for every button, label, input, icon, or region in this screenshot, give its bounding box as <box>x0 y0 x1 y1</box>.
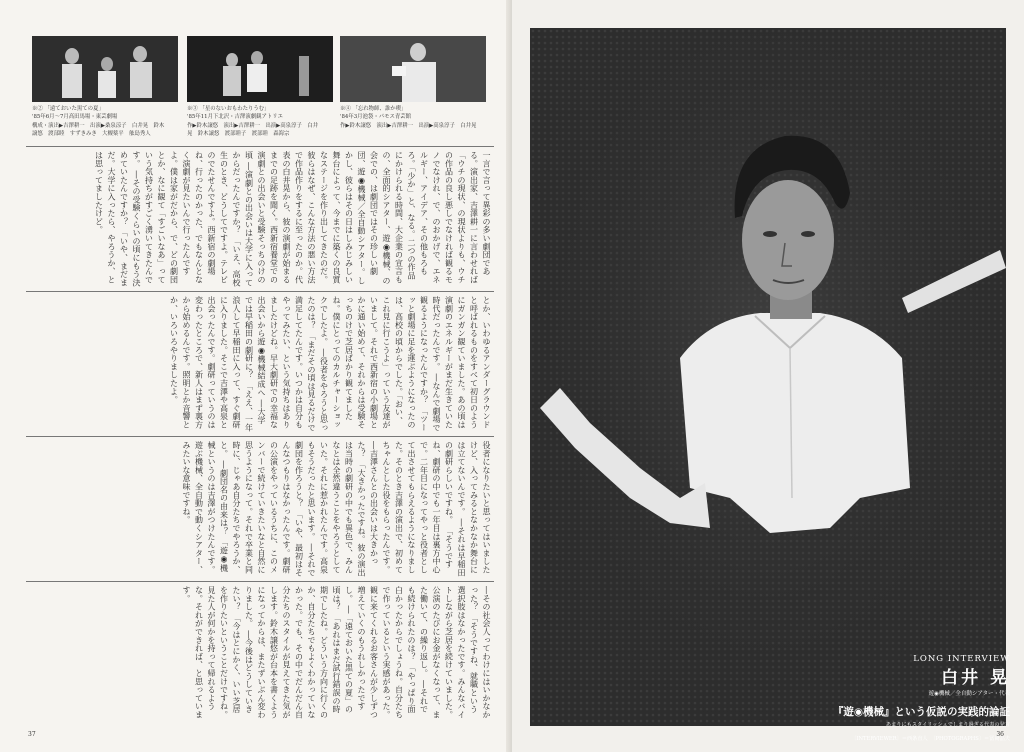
photo-caption-3: ※④ 「忘れ物師、誰か喫」 '84年3月池袋・パモス青芸館 作▶鈴木譲悠 演出▶吉澤耕一 出演▶高泉淳子 白井晃 <box>340 106 477 129</box>
interview-text-row-4: ―その社会人ってわけにはいかなかった？ 「そうですね、就職という選択肢はなかったです。みんなバイトしながら芝居を続けていました。公演のたびにお金がなくなって、また働いて、の繰り返し。 ―それでも続けられたのは？ 「やっぱり面白かったからでしょうね。自分たちで作っているという実感があった。観に来てくれるお客さんが少しずつ増えていくのもうれしかったですし。 ―「遠ておいた黒ての夏」の頃は？ 「あれはまだ試行錯誤の時期でしたね。どういう方向に行くのか、自分たちでもよくわかっていなかった。でも、その中でだんだん自分たちのスタイルが見えてきた気がします。鈴木譲悠が台本を書くようになってからは、またずいぶん変わりました。 ―今後はどうしていきたい？ 「今はとにかく、いい芝居を作りたいということだけですね。見た人が何かを持って帰れるような。それができれば、と思っています。 <box>182 586 491 719</box>
article-title: 『遊◉機械』という仮説の実践的論証 <box>832 706 1010 718</box>
column-rule <box>26 581 494 582</box>
interviewee-affiliation: 遊◉機械／全自動シアター・代表 <box>928 691 1010 697</box>
production-photos <box>26 36 494 144</box>
portrait-photo <box>530 28 1006 726</box>
column-rule <box>26 436 494 437</box>
page-number-right: 36 <box>996 731 1004 738</box>
column-rule <box>26 291 494 292</box>
stage-photo-1 <box>32 36 178 102</box>
interview-text-row-1: 一言で言って異彩の多い劇団である。演出家、吉澤耕一に言わせれば「ウチの現状、の現状よりも、ウチの作品の良し悪しでなければ観るモノでなけれ、で、のおかげで、エネルギー、アイデア、その他もろもろ。「少か」と、なる。二つの作品にかけられる時間、大企業の宣言もの、全面的シアター、遊◉機械、の会での、は劇団ではその珍しい劇団、遊◉機械／全自動シアター。しかし、彼らはその日はしみじみしい舞台によって、今までに築くの良質なステージを作り出してきたのだ。彼らはなぜ、こんな方法の悪い方法で作品作りをするに至ったのか。代表の白井晃から、彼の演劇が始まるまでの足跡を聞く。西新宿養堂での演劇との出会いと受験そっちのけの頃 ―演劇との出会いは大学に入ってからだったんですか？ 「いえ、高校生のとき、どうしてですよ。テレビのでたせんですよ。西新宿の劇場ね、行ったのかった、でもなんとなく演劇が見たいんで行ったんですよ。僕は家がだから、で、どの劇団とか、なに観て「すごいなあ」っていう気持ちがすごく湧いてきたんです。 ―その受験くらいの頃にもう決めていたんですか？ 「いや、まだまだ。大学に入ったら、やろうか、とは思ってましたけど。 <box>94 151 491 287</box>
stage-photo-2 <box>187 36 333 102</box>
right-page <box>512 0 1024 752</box>
interview-text-row-3: 役者になりたいと思ってはいましたけど、入ってみるとなかなか舞台には立てないんです。 ―それは早稲田の劇研らしいですね。 「そうですね、劇研の中でも一年目は裏方中心で。二年目になってやっと役者として出させてもらえるようになりました。そのとき吉澤の演出で、初めてちゃんとした役をもらったんです。 ―吉澤さんとの出会いは大きかった？ 「大きかったですね。彼の演出は当時の劇研の中でも異色で、みんなとは全然違うことをやろうとしていた。それに惹かれたんです。高泉もそうだったと思います。 ―それで劇団を作ろうと？ 「いや、最初はそんなつもりはなかったんです。劇研の公演をやっているうちに、このメンバーで続けていきたいなと自然に思うようになって。それで卒業と同時に、じゃあ自分たちでやろうか、と。 ―劇団名の由来は？ 「遊◉機械というのは吉澤がつけたんです。遊ぶ機械、全自動で動くシアター、みたいな意味ですね。 <box>182 441 491 577</box>
article-subtitle: あまりにもスタイリッシュでしまり過ぎる代表の発言 <box>885 722 1010 728</box>
stage-photo-3 <box>340 36 486 102</box>
interview-text-row-2: とか、いわゆるアンダーグラウンドと呼ばれるものをすべて初日のようにガンガン観ていました。あの頃は演劇のエネルギーがまだ生きていた時代だったんです。 ―なんで劇場で観るようになったんですか？ 「ツーッと劇場に足を運ぶようになったのは、高校の頃からでした。「おい、これ見に行こうよ」っていう友達がいまして。それで西新宿の小劇場とかに通い始めて、それからは受験そっちのけで芝居ばかり観てましたね。僕にとってのカルチャーショックでしたよ。 ―役者をやろうと思ったのは？ 「まだその頃は見るだけで満足してたんです。いつかは自分もやってみたい、という気持ちはありましたけどね。早大劇研での幸福な出会いから遊◉機械結成へ ―大学では早稲田の劇研に？ 「ええ、一年浪人して早稲田に入って、すぐ劇研に入りました。そこで吉澤や高泉と出会ったんです。劇研っていうのは変わったところで、新人はまず裏方から始めるんです。照明とか音響とか、いろいろやりましたよ。 <box>169 296 491 432</box>
photo-caption-2: ※③ 「星のないおもわたりうむ」 '85年11月下北沢・吉澤演劇観アトリエ 作▶鈴木譲悠 演出▶吉澤耕一 出演▶高泉淳子 白井 晃 鈴木譲悠 渡部睦子 渡部睦 森海宗 <box>187 106 319 138</box>
section-label: LONG INTERVIEW <box>913 654 1010 664</box>
page-number-left: 37 <box>28 731 36 738</box>
article-credits: 〔INTERVIEWER〕＝西条直人 〔PHOTOGRAPHS〕＝冨岡晶夫 <box>851 736 1010 742</box>
column-rule <box>26 146 494 147</box>
photo-caption-1: ※② 「遠ておいた黒ての夏」 '85年6月～7月高田馬場・東芸劇場 構成・演出▶吉澤耕一 出演▶桑泉涼子 白井晃 鈴木 譲悠 渡部睦 すずきみき 大槻薬平 舷島秀人 <box>32 106 165 138</box>
interviewee-name: 白井 晃 <box>941 668 1010 688</box>
